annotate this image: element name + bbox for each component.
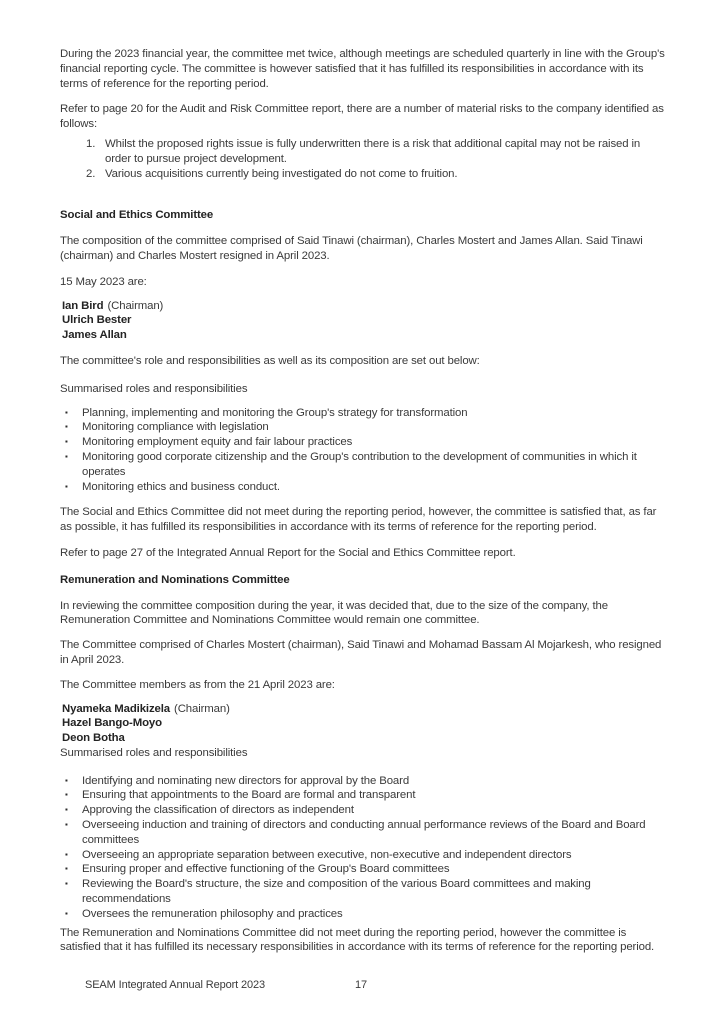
bullet-icon: ▪ <box>65 407 68 417</box>
rem-summary-label: Summarised roles and responsibilities <box>60 746 248 759</box>
risk-list <box>60 137 666 181</box>
list-text: Whilst the proposed rights issue is fully underwritten there is a risk that additional capital may not be raised in order to pursue project development. <box>105 137 641 165</box>
risk-item <box>60 137 666 167</box>
member-name-line <box>62 731 666 746</box>
paragraph-rem-composition: The Committee comprised of Charles Mostert (chairman), Said Tinawi and Mohamad Bassam Al Mojarkesh, who resigned in April 2023. <box>60 639 662 666</box>
responsibility-item <box>60 420 666 435</box>
paragraph-se-no-meeting: The Social and Ethics Committee did not meet during the reporting period, however, the committee is satisfied that, as far as possible, it has fulfilled its responsibilities in accordance with its terms of reference for the reporting period. <box>60 506 657 534</box>
list-text: Monitoring employment equity and fair labour practices <box>82 436 353 449</box>
member-role: (Chairman) <box>107 299 164 312</box>
bullet-icon: ▪ <box>65 820 68 830</box>
member-name-line <box>62 328 666 343</box>
member-name: Ian Bird <box>62 299 104 312</box>
list-text: Monitoring ethics and business conduct. <box>82 480 280 493</box>
responsibility-item <box>60 803 666 818</box>
bullet-icon: ▪ <box>65 849 68 859</box>
footer-page-number: 17 <box>355 979 367 991</box>
paragraph-se-composition: The composition of the committee comprised of Said Tinawi (chairman), Charles Mostert and James Allan. Said Tinawi (chairman) and Charles Mostert resigned in April 2023. <box>60 235 643 262</box>
bullet-icon: ▪ <box>65 481 68 491</box>
list-text: Identifying and nominating new directors for approval by the Board <box>82 774 410 787</box>
responsibility-item <box>60 862 666 877</box>
responsibility-item <box>60 480 666 495</box>
list-number: 1. <box>86 137 96 150</box>
responsibility-item <box>60 774 666 789</box>
bullet-icon: ▪ <box>65 790 68 800</box>
paragraph-rem-review: In reviewing the committee composition during the year, it was decided that, due to the size of the company, the Remuneration Committee and Nominations Committee would remain one committee. <box>60 599 608 627</box>
page-footer <box>60 978 666 993</box>
paragraph-rem-no-meeting: The Remuneration and Nominations Committee did not meet during the reporting period, however the committee is satisfied that it has fulfilled its necessary responsibilities in accordance with its terms of reference for the reporting period. <box>60 926 655 954</box>
responsibility-item <box>60 818 666 848</box>
responsibility-item <box>60 406 666 421</box>
se-members-list <box>60 299 666 343</box>
list-number: 2. <box>86 167 96 180</box>
paragraph-meetings: During the 2023 financial year, the committee met twice, although meetings are scheduled quarterly in line with the Group's financial reporting cycle. The committee is however satisfied that it has fulfilled its responsibilities in accordance with its terms of reference for the reporting period. <box>60 48 665 90</box>
section-heading-remuneration: Remuneration and Nominations Committee <box>60 573 290 586</box>
responsibility-item <box>60 788 666 803</box>
bullet-icon: ▪ <box>65 864 68 874</box>
member-name-line <box>62 313 666 328</box>
member-role: (Chairman) <box>174 702 230 715</box>
member-name: Deon Botha <box>62 732 125 745</box>
risk-item <box>60 167 666 182</box>
list-text: Various acquisitions currently being investigated do not come to fruition. <box>105 167 458 180</box>
member-name: Ulrich Bester <box>62 314 132 327</box>
bullet-icon: ▪ <box>65 775 68 785</box>
list-text: Overseeing an appropriate separation between executive, non-executive and independent directors <box>82 848 572 861</box>
list-text: Oversees the remuneration philosophy and practices <box>82 907 343 920</box>
list-text: Reviewing the Board's structure, the size and composition of the various Board committees and making recommendations <box>82 878 591 906</box>
responsibility-item <box>60 877 666 907</box>
section-heading-social-ethics: Social and Ethics Committee <box>60 209 214 222</box>
member-name: Nyameka Madikizela <box>62 702 171 715</box>
member-name-line <box>62 716 666 731</box>
list-text: Approving the classification of directors as independent <box>82 804 354 817</box>
footer-report-title: SEAM Integrated Annual Report 2023 <box>85 979 265 991</box>
list-text: Planning, implementing and monitoring the Group's strategy for transformation <box>82 406 468 419</box>
bullet-icon: ▪ <box>65 805 68 815</box>
member-name-line <box>62 299 666 314</box>
responsibility-item <box>60 450 666 480</box>
member-name-line <box>62 702 666 717</box>
se-responsibilities-list <box>60 406 666 495</box>
list-text: Monitoring good corporate citizenship and the Group's contribution to the development of communities in which it operates <box>82 450 637 478</box>
paragraph-material-risks: Refer to page 20 for the Audit and Risk Committee report, there are a number of material risks to the company identified as follows: <box>60 103 664 131</box>
member-name: James Allan <box>62 329 127 342</box>
paragraph-se-refer: Refer to page 27 of the Integrated Annual Report for the Social and Ethics Committee report. <box>60 546 516 559</box>
rem-members-list <box>60 702 666 746</box>
bullet-icon: ▪ <box>65 451 68 461</box>
bullet-icon: ▪ <box>65 908 68 918</box>
member-name: Hazel Bango-Moyo <box>62 717 162 730</box>
bullet-icon: ▪ <box>65 437 68 447</box>
list-text: Ensuring that appointments to the Board are formal and transparent <box>82 789 416 802</box>
list-text: Monitoring compliance with legislation <box>82 421 269 434</box>
responsibility-item <box>60 848 666 863</box>
bullet-icon: ▪ <box>65 422 68 432</box>
bullet-icon: ▪ <box>65 879 68 889</box>
responsibility-item <box>60 435 666 450</box>
paragraph-se-members-intro: 15 May 2023 are: <box>60 275 147 288</box>
se-summary-label: Summarised roles and responsibilities <box>60 382 248 395</box>
rem-responsibilities-list <box>60 774 666 922</box>
paragraph-rem-members-intro: The Committee members as from the 21 April 2023 are: <box>60 678 335 691</box>
paragraph-se-role-intro: The committee's role and responsibilities as well as its composition are set out below: <box>60 354 480 367</box>
responsibility-item <box>60 907 666 922</box>
list-text: Ensuring proper and effective functioning of the Group's Board committees <box>82 863 450 876</box>
list-text: Overseeing induction and training of directors and conducting annual performance reviews of the Board and Board committees <box>82 819 646 846</box>
